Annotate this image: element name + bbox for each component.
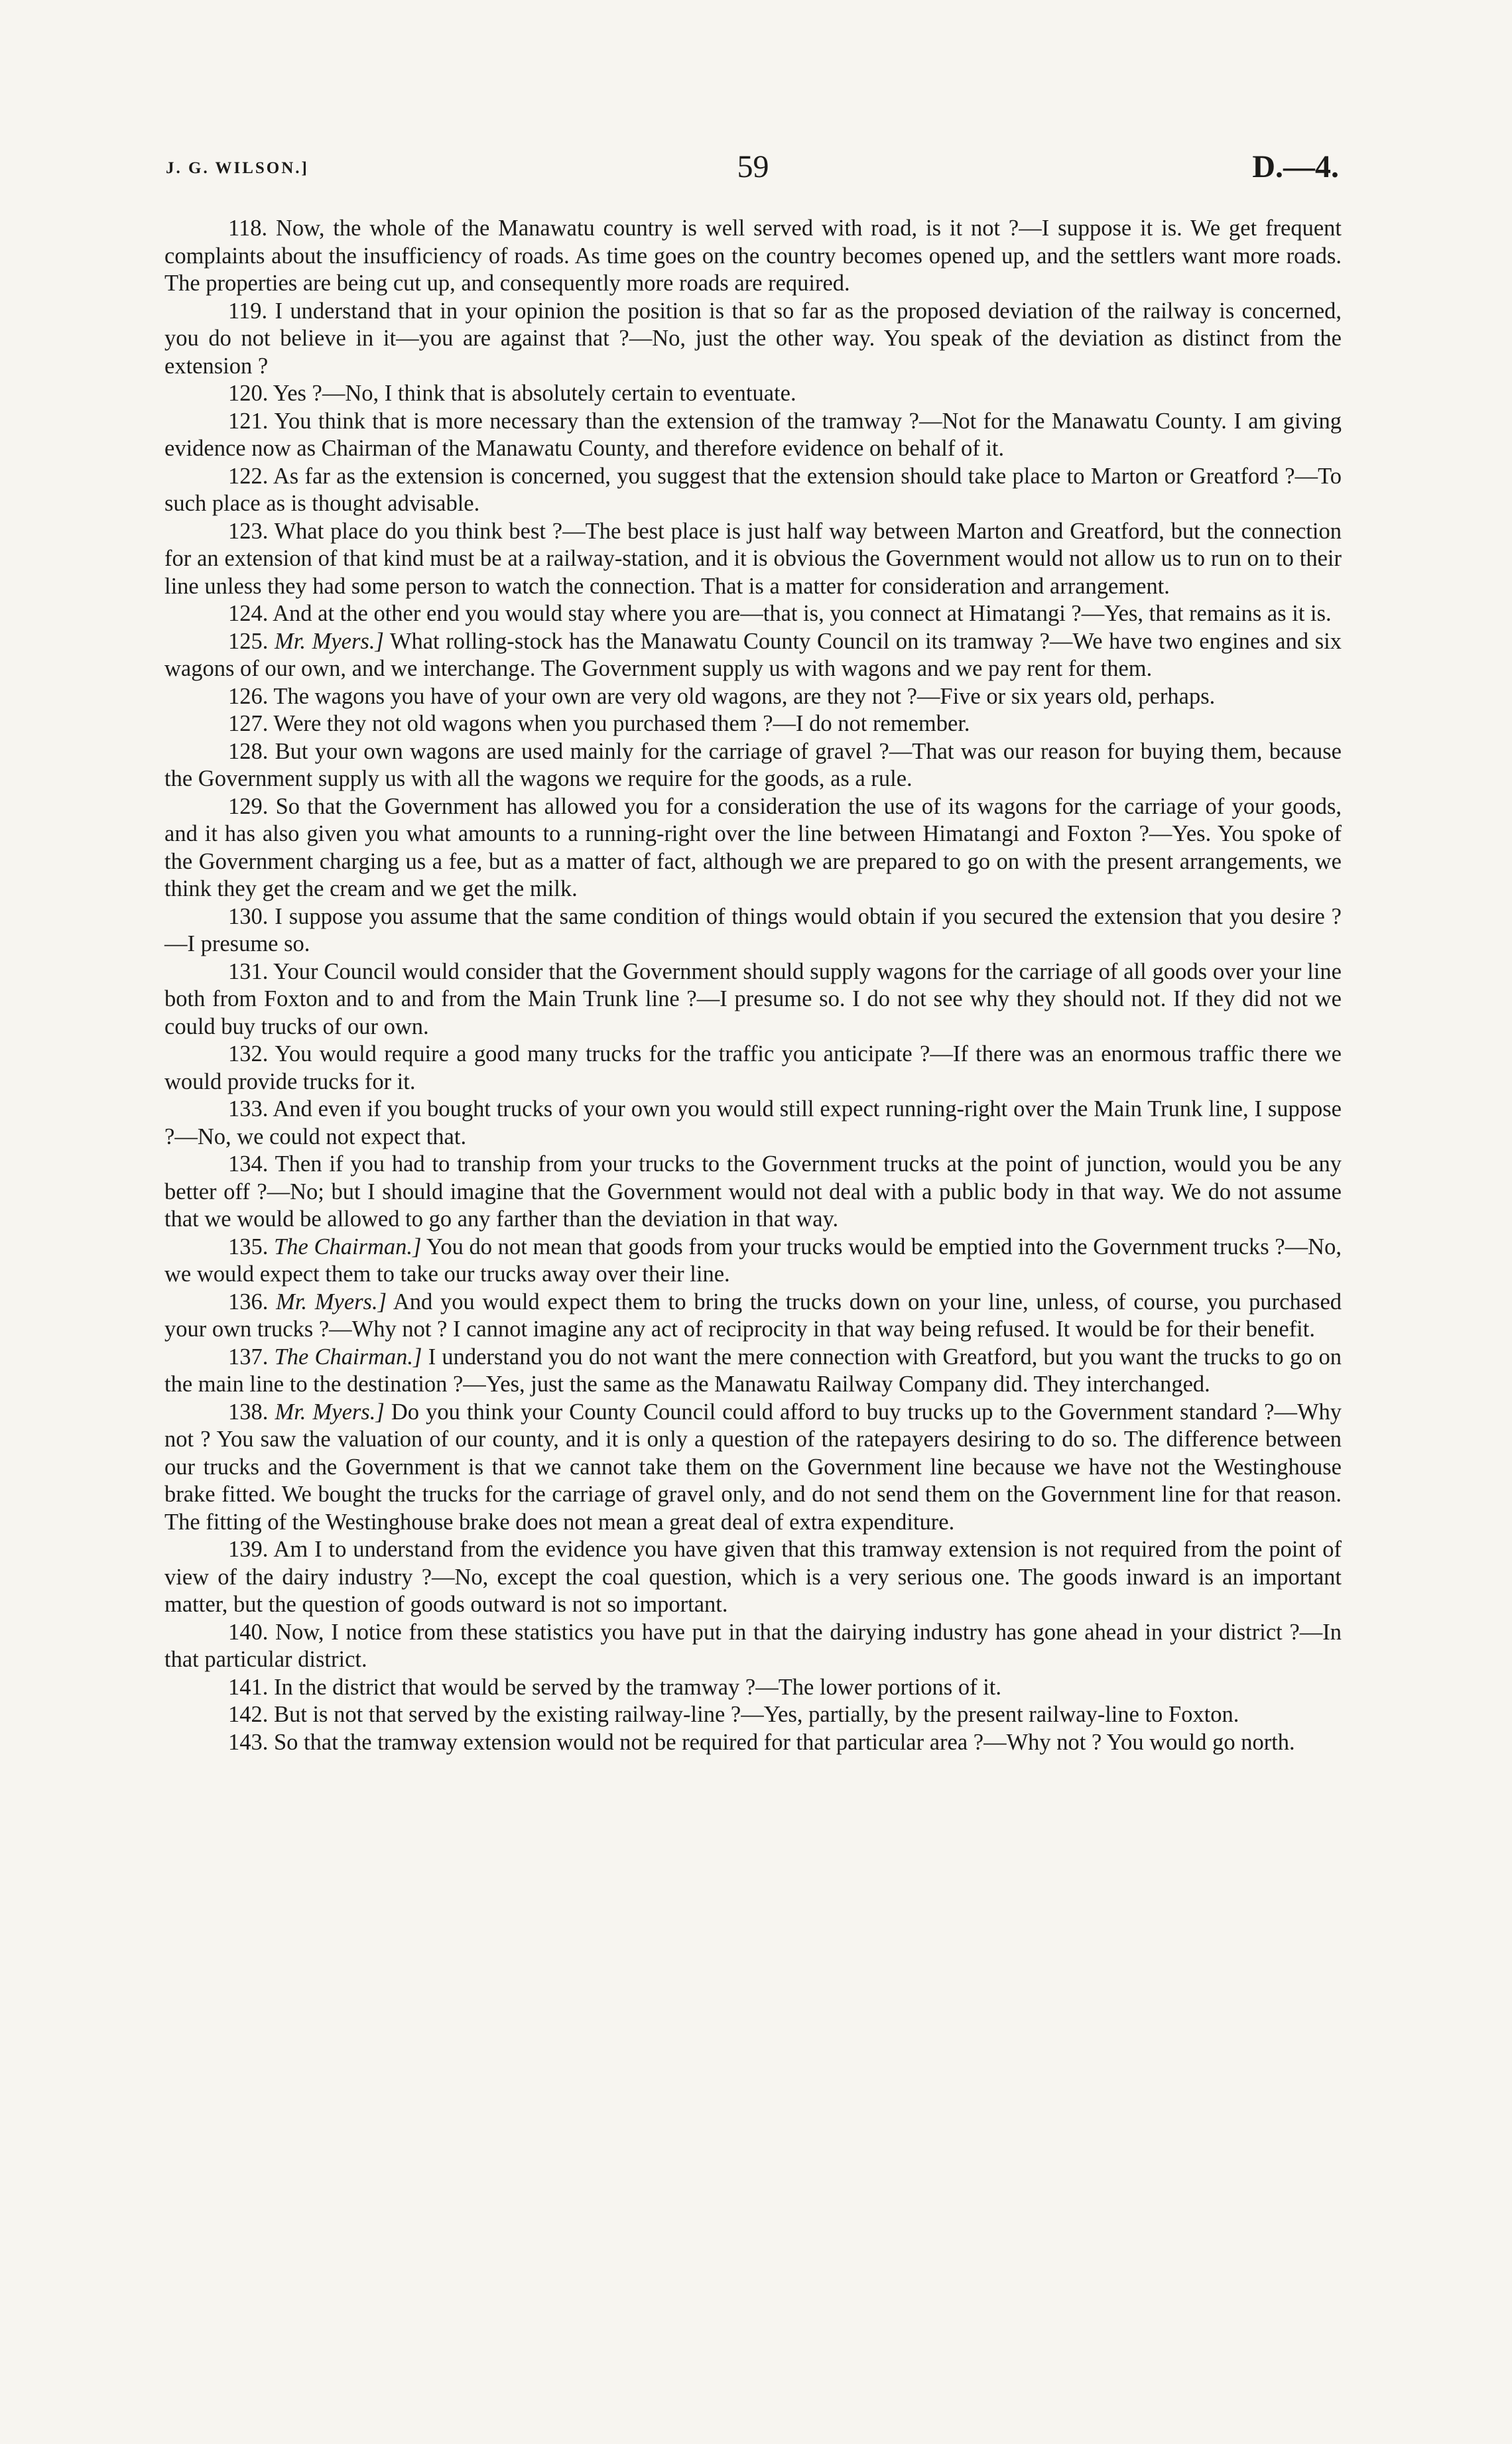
evidence-body — [164, 215, 1342, 1756]
question-number: 131. — [228, 958, 269, 984]
question-paragraph — [164, 518, 1342, 601]
question-number: 136. — [228, 1289, 269, 1315]
question-answer-text: And you would expect them to bring the trucks down on your line, unless, of course, you purchased your own trucks ?—Why not ? I cannot imagine any act of reciprocity in that way being refused. It would be for their benefit. — [164, 1289, 1342, 1342]
question-paragraph — [164, 1674, 1342, 1702]
question-number: 126. — [228, 683, 269, 709]
question-paragraph — [164, 1344, 1342, 1399]
question-number: 124. — [228, 601, 269, 626]
question-number: 141. — [228, 1674, 269, 1700]
question-number: 120. — [228, 381, 269, 406]
question-answer-text: Now, the whole of the Manawatu country is well served with road, is it not ?—I suppose it is. We get frequent complaints about the insufficiency of roads. As time goes on the country becomes opened up, and the settlers want more roads. The properties are being cut up, and consequently more roads are required. — [164, 216, 1342, 296]
question-number: 138. — [228, 1399, 269, 1425]
question-paragraph — [164, 683, 1342, 711]
question-paragraph — [164, 298, 1342, 381]
question-answer-text: Now, I notice from these statistics you have put in that the dairying industry has gone ahead in your district ?—In that particular district. — [164, 1619, 1342, 1672]
question-paragraph — [164, 408, 1342, 463]
question-number: 122. — [228, 463, 269, 489]
question-answer-text: Yes ?—No, I think that is absolutely certain to eventuate. — [273, 381, 796, 406]
question-paragraph — [164, 1701, 1342, 1729]
question-number: 134. — [228, 1151, 269, 1177]
question-answer-text: Do you think your County Council could afford to buy trucks up to the Government standard ?—Why not ? You saw the valuation of our county, and it is only a question of the ratepayers desiring to do so. The difference between our trucks and the Government is that we cannot take them on the Government line because we have not the Westinghouse brake fitted. We bought the trucks for the carriage of gravel only, and do not send them on the Government line for that reason. The fitting of the Westinghouse brake does not mean a great deal of extra expenditure. — [164, 1399, 1342, 1535]
question-answer-text: As far as the extension is concerned, you suggest that the extension should take place to Marton or Greatford ?—To such place as is thought advisable. — [164, 463, 1342, 516]
question-answer-text: So that the tramway extension would not be required for that particular area ?—Why not ? You would go north. — [274, 1729, 1295, 1755]
question-paragraph — [164, 1151, 1342, 1234]
question-answer-text: In the district that would be served by the tramway ?—The lower portions of it. — [274, 1674, 1002, 1700]
question-answer-text: But is not that served by the existing railway-line ?—Yes, partially, by the present railway-line to Foxton. — [274, 1702, 1239, 1727]
question-paragraph — [164, 793, 1342, 903]
question-answer-text: Am I to understand from the evidence you have given that this tramway extension is not required from the point of view of the dairy industry ?—No, except the coal question, which is a very serious one. The goods inward is an important matter, but the question of goods outward is not so important. — [164, 1537, 1342, 1617]
question-paragraph — [164, 1096, 1342, 1151]
question-number: 125. — [228, 628, 269, 654]
question-number: 143. — [228, 1729, 269, 1755]
question-paragraph — [164, 903, 1342, 958]
question-number: 140. — [228, 1619, 269, 1645]
question-paragraph — [164, 1041, 1342, 1096]
document-reference: D.—4. — [1252, 149, 1339, 184]
question-answer-text: Were they not old wagons when you purchased them ?—I do not remember. — [273, 711, 970, 736]
question-number: 129. — [228, 793, 269, 819]
question-answer-text: What rolling-stock has the Manawatu County Council on its tramway ?—We have two engines and six wagons of our own, and we interchange. The Government supply us with wagons and we pay rent for them. — [164, 628, 1342, 681]
question-answer-text: And at the other end you would stay where you are—that is, you connect at Himatangi ?—Yes, that remains as it is. — [273, 601, 1332, 626]
question-answer-text: I understand you do not want the mere connection with Greatford, but you want the trucks to go on the main line to the destination ?—Yes, just the same as the Manawatu Railway Company did. They interchanged. — [164, 1344, 1342, 1397]
question-paragraph — [164, 1234, 1342, 1289]
question-number: 133. — [228, 1096, 269, 1122]
page-number: 59 — [737, 149, 769, 184]
question-answer-text: But your own wagons are used mainly for the carriage of gravel ?—That was our reason for buying them, because the Government supply us with all the wagons we require for the goods, as a rule. — [164, 738, 1342, 791]
question-number: 119. — [228, 298, 268, 324]
question-number: 137. — [228, 1344, 269, 1370]
question-paragraph — [164, 463, 1342, 518]
question-answer-text: Then if you had to tranship from your trucks to the Government trucks at the point of junction, would you be any better off ?—No; but I should imagine that the Government would not deal with a public body in that way. We do not assume that we would be allowed to go any farther than the deviation in that way. — [164, 1151, 1342, 1232]
question-answer-text: You think that is more necessary than the extension of the tramway ?—Not for the Manawatu County. I am giving evidence now as Chairman of the Manawatu County, and therefore evidence on behalf of it. — [164, 408, 1342, 461]
question-answer-text: And even if you bought trucks of your own you would still expect running-right over the Main Trunk line, I suppose ?—No, we could not expect that. — [164, 1096, 1342, 1149]
question-paragraph — [164, 1619, 1342, 1674]
question-number: 118. — [228, 216, 268, 241]
speaker-name: Mr. Myers.] — [275, 628, 384, 654]
question-answer-text: So that the Government has allowed you for a consideration the use of its wagons for the carriage of your goods, and it has also given you what amounts to a running-right over the line between Himatangi and Foxton ?—Yes. You spoke of the Government charging us a fee, but as a matter of fact, although we are prepared to go on with the present arrangements, we think they get the cream and we get the milk. — [164, 793, 1342, 901]
question-answer-text: What place do you think best ?—The best place is just half way between Marton and Greatford, but the connection for an extension of that kind must be at a railway-station, and it is obvious the Government would not allow us to run on to their line unless they had some person to watch the connection. That is a matter for consideration and arrangement. — [164, 518, 1342, 599]
question-answer-text: I understand that in your opinion the position is that so far as the proposed deviation of the railway is concerned, you do not believe in it—you are against that ?—No, just the other way. You speak of the deviation as distinct from the extension ? — [164, 298, 1342, 379]
question-paragraph — [164, 628, 1342, 683]
question-answer-text: You would require a good many trucks for the traffic you anticipate ?—If there was an enormous traffic there we would provide trucks for it. — [164, 1041, 1342, 1094]
question-answer-text: The wagons you have of your own are very old wagons, are they not ?—Five or six years old, perhaps. — [273, 683, 1216, 709]
question-paragraph — [164, 1729, 1342, 1757]
speaker-name: Mr. Myers.] — [276, 1289, 387, 1315]
question-number: 128. — [228, 738, 269, 764]
speaker-name: Mr. Myers.] — [275, 1399, 385, 1425]
page-header — [164, 139, 1342, 192]
question-answer-text: Your Council would consider that the Government should supply wagons for the carriage of all goods over your line both from Foxton and to and from the Main Trunk line ?—I presume so. I do not see why they should not. If they did not we could buy trucks of our own. — [164, 958, 1342, 1039]
question-number: 130. — [228, 903, 269, 929]
document-page — [164, 139, 1342, 1756]
question-paragraph — [164, 958, 1342, 1041]
question-number: 123. — [228, 518, 269, 544]
question-number: 121. — [228, 408, 269, 434]
question-paragraph — [164, 1399, 1342, 1537]
running-head-witness: J. G. WILSON.] — [166, 159, 309, 177]
question-number: 127. — [228, 711, 269, 736]
question-paragraph — [164, 215, 1342, 298]
question-paragraph — [164, 710, 1342, 738]
question-number: 132. — [228, 1041, 269, 1066]
question-paragraph — [164, 1289, 1342, 1344]
question-paragraph — [164, 600, 1342, 628]
speaker-name: The Chairman.] — [274, 1234, 422, 1259]
question-number: 142. — [228, 1702, 269, 1727]
question-answer-text: I suppose you assume that the same condition of things would obtain if you secured the extension that you desire ?—I presume so. — [164, 903, 1342, 956]
speaker-name: The Chairman.] — [274, 1344, 422, 1370]
question-number: 135. — [228, 1234, 269, 1259]
question-answer-text: You do not mean that goods from your trucks would be emptied into the Government trucks ?—No, we would expect them to take our trucks away over their line. — [164, 1234, 1342, 1287]
question-paragraph — [164, 738, 1342, 793]
question-number: 139. — [228, 1537, 269, 1562]
question-paragraph — [164, 1536, 1342, 1619]
question-paragraph — [164, 380, 1342, 408]
